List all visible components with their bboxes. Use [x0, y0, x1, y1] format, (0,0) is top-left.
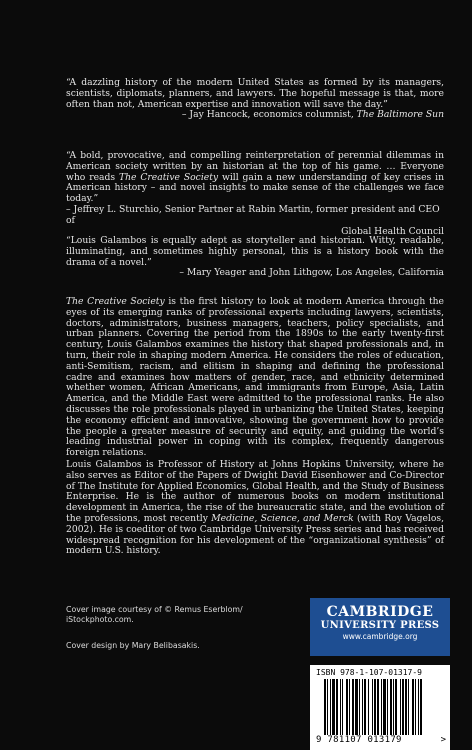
review-quote-2	[66, 151, 444, 237]
barcode-bar	[420, 679, 422, 735]
barcode-bar	[405, 679, 407, 735]
review-quote-1	[66, 78, 444, 121]
barcode-bar	[415, 679, 416, 735]
barcode-bar	[381, 679, 382, 735]
barcode-bar	[340, 679, 341, 735]
barcode-bar	[355, 679, 358, 735]
barcode-bar	[372, 679, 373, 735]
barcode-bar	[412, 679, 414, 735]
barcode-bars	[324, 679, 436, 735]
quote-attribution-cont: Global Health Council	[341, 225, 444, 237]
publisher-logo	[310, 598, 450, 656]
barcode-bar	[359, 679, 360, 735]
quote-text-part: “A bold, provocative, and compelling reinterpretation of perennial dilemmas in American society written by an historian at the top of his game. … Everyone who reads	[66, 150, 444, 183]
cover-image-credit	[66, 605, 266, 625]
isbn-barcode	[310, 665, 450, 750]
bio-text: (with Roy Vagelos, 2002). He is coeditor of two Cambridge University Press series and has received widespread recognition for his development of the “organizational synthesis” of modern U.S. history.	[66, 512, 445, 557]
author-bio	[66, 460, 444, 557]
quote-attribution: – Jeffrey L. Sturchio, Senior Partner at Rabin Martin, former president and CEO of	[66, 203, 440, 226]
publisher-name: CAMBRIDGE	[326, 604, 434, 620]
quote-text: “A dazzling history of the modern United States as formed by its managers, scientists, diplomats, planners, and lawyers. The hopeful message is that, more often than not, American expertise and innovation will save the day.”	[66, 77, 444, 110]
barcode-bar	[346, 679, 348, 735]
barcode-bar	[395, 679, 397, 735]
quote-attribution	[66, 110, 444, 121]
bio-text: Louis Galambos is Professor of History at Johns Hopkins University, where he also serves as Editor of the Papers of Dwight David Eisenhower and Co-Director of The Institute for Applied Economics, Global Health, and the Study of Business Enterprise. He is the author of numerous books on modern institutional development in America, the rise of the bureaucratic state, and the evolution of the professions, most recently	[66, 459, 444, 524]
quote-text	[66, 151, 444, 205]
barcode-bar	[352, 679, 354, 735]
barcode-bar	[324, 679, 326, 735]
credit-line: Cover image courtesy of © Remus Eserblom/	[66, 605, 243, 614]
barcode-bar	[400, 679, 401, 735]
barcode-bar	[377, 679, 379, 735]
barcode-bar	[374, 679, 376, 735]
attribution-name: – Jay Hancock, economics columnist,	[181, 109, 357, 121]
barcode-digits: 9 781107 013179	[316, 735, 402, 745]
barcode-bar	[327, 679, 328, 735]
quote-text-part: will gain a new understanding of key crises in American history – and novel insights to make sense of the challenges we face today.”	[66, 171, 444, 205]
barcode-arrow: >	[440, 735, 446, 745]
barcode-bar	[390, 679, 392, 735]
barcode-bar	[393, 679, 394, 735]
cover-design-credit: Cover design by Mary Belibasakis.	[66, 641, 200, 650]
description-book-title: The Creative Society	[66, 296, 165, 307]
barcode-bar	[368, 679, 369, 735]
barcode-bar	[330, 679, 331, 735]
quote-book-title: The Creative Society	[119, 171, 219, 183]
barcode-bar	[342, 679, 343, 735]
review-quote-3	[66, 236, 444, 279]
isbn-label: ISBN 978-1-107-01317-9	[316, 668, 422, 677]
credit-line: iStockphoto.com.	[66, 615, 134, 624]
barcode-bar	[383, 679, 386, 735]
barcode-bar	[336, 679, 338, 735]
publisher-url: www.cambridge.org	[342, 632, 418, 641]
barcode-bar	[364, 679, 366, 735]
book-description	[66, 297, 444, 459]
barcode-bar	[402, 679, 404, 735]
attribution-source: The Baltimore Sun	[356, 109, 444, 121]
barcode-bar	[408, 679, 409, 735]
barcode-bar	[418, 679, 419, 735]
quote-attribution: – Mary Yeager and John Lithgow, Los Angeles, California	[179, 267, 444, 279]
barcode-bar	[362, 679, 363, 735]
barcode-bar	[349, 679, 350, 735]
barcode-bar	[387, 679, 388, 735]
bio-book-title: Medicine, Science, and Merck	[211, 512, 354, 524]
publisher-sub: UNIVERSITY PRESS	[320, 620, 440, 631]
barcode-bar	[332, 679, 335, 735]
quote-text: “Louis Galambos is equally adept as storyteller and historian. Witty, readable, illuminating, and sometimes highly personal, this is a history book with the drama of a novel.”	[66, 235, 444, 268]
description-text: is the first history to look at modern America through the eyes of its emerging ranks of professional experts including lawyers, scientists, doctors, administrators, business managers, teachers, policy specialists, and urban planners. Covering the period from the 1890s to the early twenty-first century, Louis Galambos examines the history that shaped professionals and, in turn, their role in shaping modern America. He considers the roles of education, anti-Semitism, racism, and elitism in shaping and defining the professional cadre and examines how matters of gender, race, and ethnicity determined whether women, African Americans, and immigrants from Europe, Asia, Latin America, and the Middle East were admitted to the professional ranks. He also discusses the role professionals played in urbanizing the United States, keeping the economy efficient and innovative, showing the government how to provide the people a greater measure of security and equity, and guiding the world’s leading industrial power in coping with its complex, frequently dangerous foreign relations.	[66, 296, 444, 459]
